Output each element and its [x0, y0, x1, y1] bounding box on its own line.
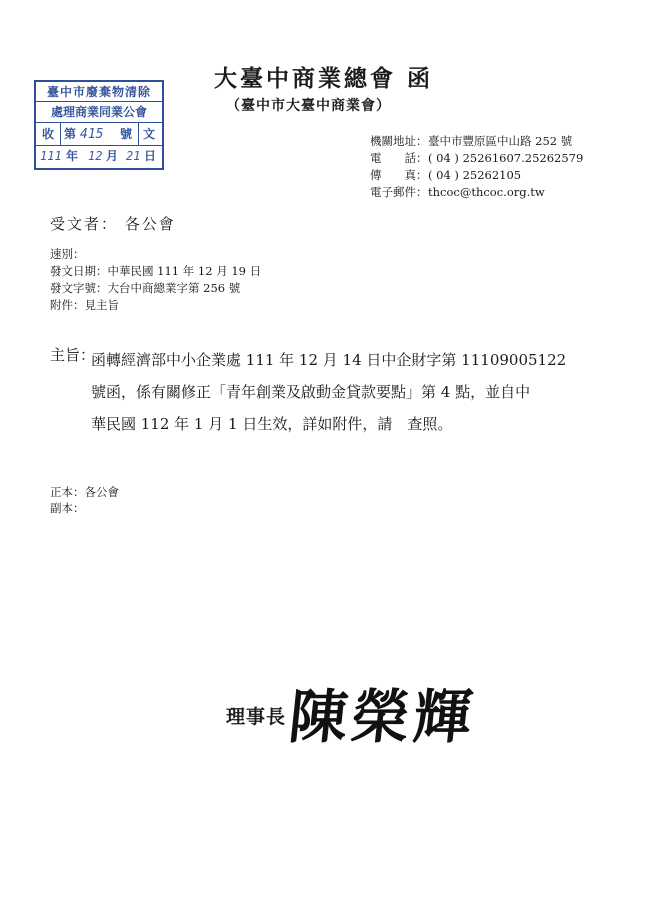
- stamp-date-year-label: 年: [66, 149, 79, 163]
- meta-date: 發文日期：中華民國 111 年 12 月 19 日: [50, 264, 262, 278]
- stamp-receipt-prefix: 第: [64, 127, 77, 141]
- subject-label: 主旨：: [50, 346, 96, 364]
- contact-phone-value: ( 04 ) 25261607.25262579: [428, 151, 584, 165]
- stamp-receipt-doc: 文: [143, 127, 156, 141]
- stamp-date-day-label: 日: [144, 149, 157, 163]
- contact-email: [370, 184, 545, 201]
- meta-attachment: 附件：見主旨: [50, 298, 119, 312]
- org-title: 大臺中商業總會 函: [214, 65, 434, 92]
- stamp-receipt-row: [36, 123, 162, 146]
- contact-address: [370, 133, 572, 150]
- meta-number: 發文字號：大台中商總業字第 256 號: [50, 281, 241, 295]
- signature-title: 理事長: [226, 706, 287, 728]
- contact-address-label: 機關地址：: [370, 134, 428, 148]
- contact-email-value: thcoc@thcoc.org.tw: [428, 185, 545, 199]
- stamp-date-month: 12: [88, 149, 103, 163]
- contact-address-value: 臺中市豐原區中山路 252 號: [428, 134, 573, 148]
- org-subtitle: （臺中市大臺中商業會）: [226, 98, 391, 114]
- contact-fax-label: 傳 真：: [370, 168, 428, 182]
- copy-duplicate: 副本：: [50, 501, 85, 515]
- stamp-date-month-label: 月: [106, 149, 119, 163]
- contact-phone: [370, 150, 583, 167]
- copy-original: 正本：各公會: [50, 485, 119, 499]
- stamp-receipt-number: 415: [80, 127, 104, 142]
- subject-line-3: 華民國 112 年 1 月 1 日生效，詳如附件，請 查照。: [91, 415, 453, 433]
- stamp-date-year: 111: [40, 149, 62, 163]
- stamp-date-row: [36, 146, 162, 166]
- recipient-value: 各公會: [124, 215, 176, 233]
- receipt-stamp: [34, 80, 164, 170]
- stamp-receipt-label: 收: [42, 127, 55, 141]
- contact-phone-label: 電 話：: [370, 151, 428, 165]
- recipient-label: 受文者：: [50, 215, 119, 233]
- subject-line-1: 函轉經濟部中小企業處 111 年 12 月 14 日中企財字第 11109005122: [91, 351, 567, 369]
- subject-line-2: 號函，係有關修正「青年創業及啟動金貸款要點」第 4 點，並自中: [91, 383, 531, 401]
- signature-name: 陳榮輝: [285, 683, 480, 751]
- stamp-date-day: 21: [126, 149, 141, 163]
- recipient-line: [50, 213, 176, 234]
- subject-body: [91, 344, 611, 440]
- contact-fax-value: ( 04 ) 25262105: [428, 168, 522, 182]
- stamp-receipt-suffix: 號: [120, 127, 133, 141]
- contact-fax: [370, 167, 521, 184]
- contact-email-label: 電子郵件：: [370, 185, 428, 199]
- stamp-org-line2: 處理商業同業公會: [36, 102, 162, 123]
- stamp-org-line1: 臺中市廢棄物清除: [36, 82, 162, 102]
- meta-speed: 速別：: [50, 247, 85, 261]
